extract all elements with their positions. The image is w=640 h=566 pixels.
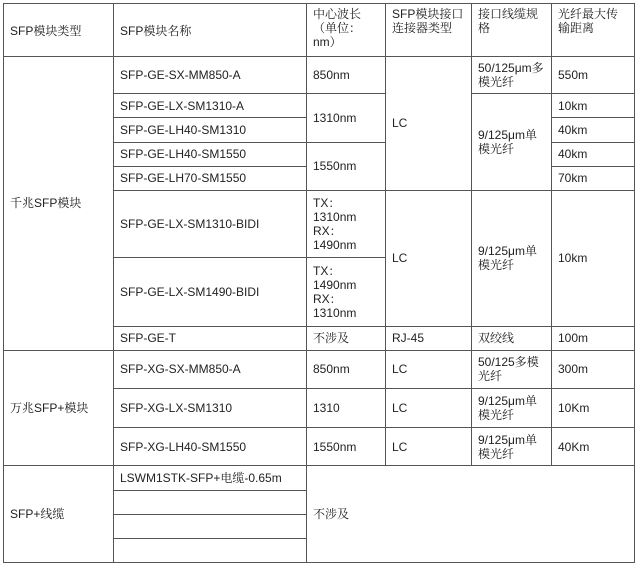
distance-cell: 10km (552, 190, 635, 326)
wavelength-cell: TX：1310nm RX：1490nm (307, 190, 386, 257)
module-name: SFP-XG-LH40-SM1550 (114, 428, 307, 466)
module-type-cable: SFP+线缆 (4, 466, 114, 563)
distance-cell: 550m (552, 57, 635, 94)
module-type-gigabit: 千兆SFP模块 (4, 57, 114, 351)
header-connector: SFP模块接口连接器类型 (386, 4, 472, 57)
header-row (4, 4, 635, 57)
distance-cell: 70km (552, 166, 635, 190)
wavelength-cell: TX：1490nm RX：1310nm (307, 258, 386, 326)
header-module-name: SFP模块名称 (114, 4, 307, 57)
cable-spec-cell: 9/125μm单模光纤 (472, 94, 552, 191)
header-max-distance: 光纤最大传输距离 (552, 4, 635, 57)
connector-cell: LC (386, 428, 472, 466)
wavelength-cell: 不涉及 (307, 326, 386, 350)
header-wavelength: 中心波长（单位：nm） (307, 4, 386, 57)
header-module-type: SFP模块类型 (4, 4, 114, 57)
module-name: SFP-GE-LX-SM1490-BIDI (114, 258, 307, 326)
table-row (4, 350, 635, 388)
header-cable-spec: 接口线缆规格 (472, 4, 552, 57)
module-name: SFP-GE-SX-MM850-A (114, 57, 307, 94)
connector-cell: LC (386, 388, 472, 427)
module-name-empty (114, 538, 307, 562)
distance-cell: 40km (552, 142, 635, 166)
distance-cell: 100m (552, 326, 635, 350)
distance-cell: 40km (552, 118, 635, 142)
cable-spec-cell: 9/125μm单模光纤 (472, 190, 552, 326)
module-name: SFP-GE-LH40-SM1550 (114, 142, 307, 166)
cable-spec-cell: 双绞线 (472, 326, 552, 350)
distance-cell: 10km (552, 94, 635, 118)
cable-spec-cell: 9/125μm单模光纤 (472, 388, 552, 427)
wavelength-cell: 不涉及 (307, 466, 635, 563)
connector-cell: LC (386, 57, 472, 191)
table-row (4, 466, 635, 490)
wavelength-cell: 1310nm (307, 94, 386, 142)
distance-cell: 10Km (552, 388, 635, 427)
module-name: SFP-GE-LH40-SM1310 (114, 118, 307, 142)
cable-spec-cell: 50/125多模光纤 (472, 350, 552, 388)
cable-spec-cell: 9/125μm单模光纤 (472, 428, 552, 466)
module-name: LSWM1STK-SFP+电缆-0.65m (114, 466, 307, 490)
module-name: SFP-GE-LX-SM1310-BIDI (114, 190, 307, 257)
cable-spec-cell: 50/125μm多模光纤 (472, 57, 552, 94)
wavelength-cell: 850nm (307, 350, 386, 388)
module-name: SFP-GE-T (114, 326, 307, 350)
distance-cell: 40Km (552, 428, 635, 466)
connector-cell: RJ-45 (386, 326, 472, 350)
wavelength-cell: 1550nm (307, 428, 386, 466)
connector-cell: LC (386, 350, 472, 388)
module-name: SFP-GE-LH70-SM1550 (114, 166, 307, 190)
module-name-empty (114, 490, 307, 514)
sfp-module-table (3, 3, 635, 563)
table-row (4, 57, 635, 94)
connector-cell: LC (386, 190, 472, 326)
module-name: SFP-XG-LX-SM1310 (114, 388, 307, 427)
wavelength-cell: 850nm (307, 57, 386, 94)
module-name: SFP-GE-LX-SM1310-A (114, 94, 307, 118)
module-type-tengig: 万兆SFP+模块 (4, 350, 114, 466)
module-name-empty (114, 514, 307, 538)
distance-cell: 300m (552, 350, 635, 388)
wavelength-cell: 1550nm (307, 142, 386, 190)
module-name: SFP-XG-SX-MM850-A (114, 350, 307, 388)
wavelength-cell: 1310 (307, 388, 386, 427)
